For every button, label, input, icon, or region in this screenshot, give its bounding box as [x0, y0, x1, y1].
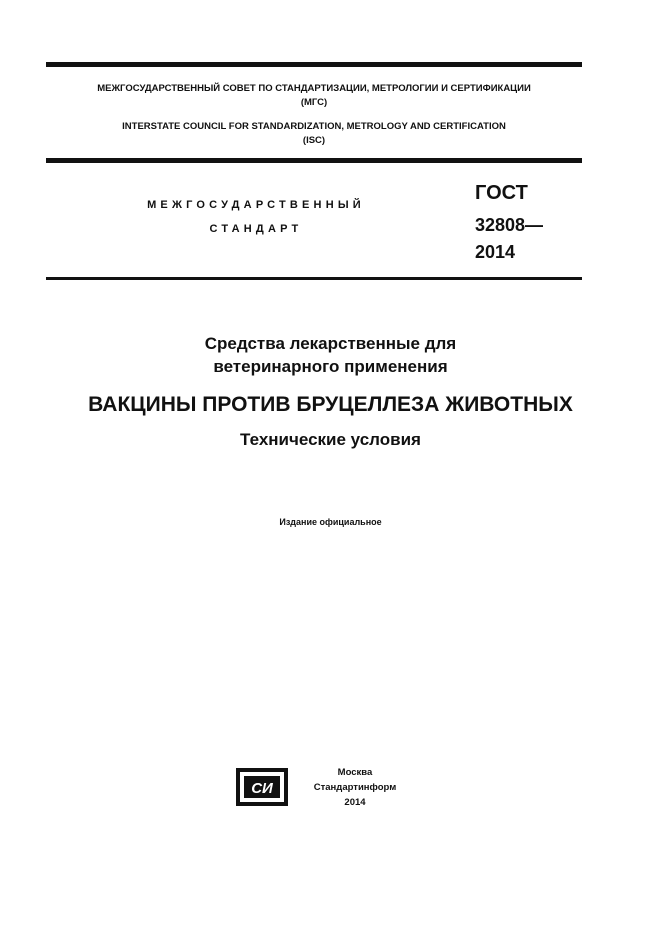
- council-ru-abbr: (МГС): [300, 97, 328, 108]
- bottom-rule: [46, 277, 582, 280]
- imprint-year: 2014: [344, 797, 366, 808]
- gost-year: 2014: [475, 242, 516, 262]
- council-ru-line1: МЕЖГОСУДАРСТВЕННЫЙ СОВЕТ ПО СТАНДАРТИЗАЦИИ, МЕТРОЛОГИИ И СЕРТИФИКАЦИИ: [97, 83, 531, 94]
- document-main-title: ВАКЦИНЫ ПРОТИВ БРУЦЕЛЛЕЗА ЖИВОТНЫХ: [88, 393, 573, 416]
- gost-label: ГОСТ: [475, 182, 528, 204]
- council-name-english: [46, 120, 582, 148]
- standartinform-logo-icon: [236, 768, 288, 806]
- standard-type-line1: МЕЖГОСУДАРСТВЕННЫЙ: [147, 199, 365, 211]
- title-line2: ветеринарного применения: [213, 357, 448, 376]
- edition-label: Издание официальное: [279, 517, 382, 527]
- standard-type-line2: СТАНДАРТ: [209, 223, 303, 235]
- logo-text: СИ: [251, 780, 273, 797]
- council-en-abbr: (ISC): [302, 135, 326, 146]
- title-line1: Средства лекарственные для: [204, 334, 457, 353]
- imprint-city: Москва: [337, 767, 373, 778]
- document-subtitle: Технические условия: [240, 430, 421, 449]
- imprint-publisher: Стандартинформ: [313, 782, 397, 793]
- council-en-line1: INTERSTATE COUNCIL FOR STANDARDIZATION, METROLOGY AND CERTIFICATION: [122, 121, 506, 132]
- top-rule: [46, 62, 582, 67]
- council-name-russian: [46, 82, 582, 110]
- gost-number: 32808—: [475, 215, 544, 235]
- middle-rule: [46, 158, 582, 163]
